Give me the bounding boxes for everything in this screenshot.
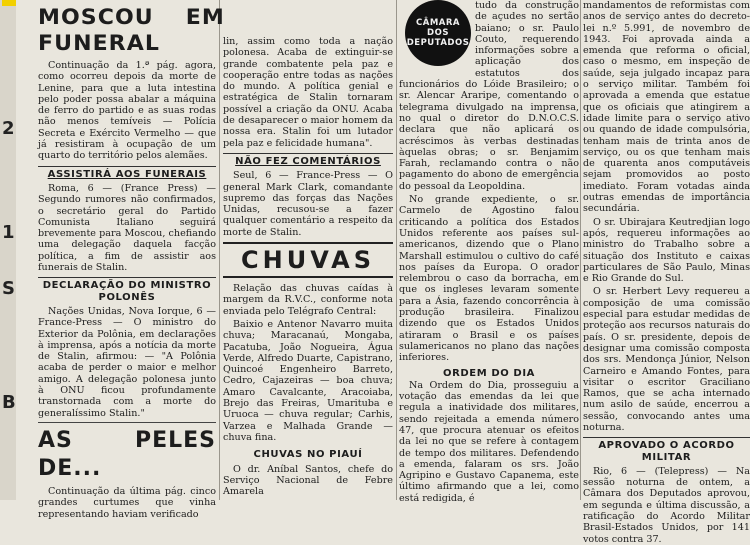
article-text: tudo da construção de açudes no sertão baiano; o sr. Paulo Couto, requerendo informações sobre a aplicação dos estatutos dos funcionários do Lóide Brasileiro; o sr. Alencar Araripe, comentando o telegrama divulgado na imprensa, no qual o diretor do D.N.O.C.S. declara que não aplicará os acréscimos às verbas destinadas àquelas obras; o sr. Benjamim Farah, reclamando contra o não pagamento do abono de emergência do pessoal da Leopoldina.: [399, 0, 579, 192]
article-text: Roma, 6 — (France Press) — Segundo rumores não confirmados, o secretário geral do Partido Comunista Italiano seguirá brevemente para Moscou, chefiando uma delegação daquela facção política, a fim de assistir aos funerais de Stalin.: [38, 182, 216, 274]
article-text: No grande expediente, o sr. Carmelo de Agostino falou criticando a política dos Estados Unidos referente aos países sul-americanos, dizendo que o Plano Marshall estimulou o cultivo do café nos países da Europa. O orador relembrou o caso da borracha, em que os ingleses levaram somente para a Ásia, fazendo concorrência à produção brasileira. Finalizou dizendo que os Estados Unidos atiraram o Brasil e os países sulamericanos no plano das nações inferiores.: [399, 194, 579, 364]
yellow-tab: [2, 0, 16, 6]
edge-mark: 1: [2, 222, 15, 243]
article-text: Baixio e Antenor Navarro muita chuva; Maracanaú, Mongaba, Pacatuba, João Nogueira, Água Verde, Alfredo Duarte, Capistrano, Quincoé Engenheiro Barreto, Cedro, Cajazeiras — boa chuva; Amaro Cavalcante, Aracoiaba, Brejo das Freiras, Umarituba e Uruoca — chuva regular; Carhis, Varzea e Malhada Grande — chuva fina.: [223, 318, 393, 443]
column-4: [583, 0, 750, 545]
edge-mark: 2: [2, 118, 15, 139]
article-text: O sr. Ubirajara Keutredjian logo após, requereu informações ao ministro do Trabalho sobre a situação dos Instituto e caixas particulares de São Paulo, Minas e Rio Grande do Sul.: [583, 216, 750, 285]
left-page-edge: [0, 0, 16, 500]
headline-peles: AS PELES DE...: [38, 427, 216, 481]
article-text: Seul, 6 — France-Press — O general Mark Clark, comandante supremo das forças das Nações Unidas, recusou-se a fazer qualquer comentário a respeito da morte de Stalin.: [223, 170, 393, 238]
camara-seal: CÂMARA DOS DEPUTADOS: [405, 0, 471, 66]
article-text: Relação das chuvas caídas à margem da R.V.C., conforme nota enviada pelo Telégrafo Central:: [223, 283, 393, 317]
headline-moscou: MOSCOU EM FUNERAL: [38, 5, 225, 55]
subhead-comentarios: NÃO FEZ COMENTÁRIOS: [223, 153, 393, 167]
column-3: [399, 0, 579, 504]
divider: [38, 422, 216, 423]
edge-mark: B: [2, 392, 16, 413]
article-text: mandamentos de reformistas com anos de serviço antes do decreto-lei n.º 5.991, de novembro de 1943. Foi aprovada ainda a emenda que reforma o oficial, caso o mesmo, em inspeção de saúde, seja julgado incapaz para o serviço militar. Também foi aprovada a emenda que estatue que os oficiais que atingirem a idade limite para o serviço ativo ou quando de idade compulsória, tenham mais de trinta anos de serviço, ou os que tenham mais de quarenta anos computáveis sejam promovidos ao posto imediato. Foram votadas ainda outras emendas de importância secundária.: [583, 0, 750, 215]
article-text: Continuação da última pág. cinco grandes curtumes que vinha representando haviam verificado: [38, 485, 216, 520]
article-text: Continuação da 1.ª pág. agora, como ocorreu depois da morte de Lenine, para que a luta intestina pelo poder possa abalar a máquina de ferro do partido e as suas rodas não menos temíveis — Polícia Secreta e Exército Vermelho — que já resistiram à ocupação de um quarto do território pelos alemães.: [38, 60, 216, 162]
article-text: O sr. Herbert Levy requereu a composição de uma comissão especial para estudar medidas de proteção aos recursos naturais do país. O sr. presidente, depois de designar uma comissão composta dos srs. Mendonça Júnior, Nelson Carneiro e Amando Fontes, para visitar o escritor Graciliano Ramos, que se acha internado num asilo de saúde, encerrou a sessão, convocando antes uma noturna.: [583, 286, 750, 433]
column-2: [223, 36, 393, 500]
article-text: Nações Unidas, Nova Iorque, 6 — France-Press — O ministro do Exterior da Polônia, em declarações à imprensa, após a notícia da morte de Stalin, afirmou: — "A Polônia acaba de perder o maior e melhor amigo. A delegação polonesa junto à ONU ficou profundamente transtornada com a morte do generalíssimo Stalin.": [38, 305, 216, 419]
subhead-piaui: CHUVAS NO PIAUÍ: [253, 449, 363, 461]
article-text: Na Ordem do Dia, prosseguiu a votação das emendas da lei que regula a inatividade dos militares, sendo rejeitada a emenda número 47, que procura atenuar os efeitos da lei no que se refere à contagem de tempo dos militares. Defendendo a emenda, falaram os srs. João Agripino e Gustavo Capanema, este último afirmando que a lei, como está redigida, é: [399, 379, 579, 504]
article-text: lin, assim como toda a nação polonesa. Acaba de extinguir-se grande combatente pela paz e cooperação entre todas as nações do mundo. A política genial e estratégica de Stalin tornaram possível a criação da ONU. Acaba de desaparecer o maior homem da nossa era. Stalin foi um lutador pela paz e felicidade humana".: [223, 36, 393, 149]
subhead-ministro: DECLARAÇÃO DO MINISTRO POLONÊS: [38, 277, 216, 303]
subhead-funerais: ASSISTIRÁ AOS FUNERAIS: [38, 166, 216, 180]
subhead-ordem: ORDEM DO DIA: [442, 367, 535, 379]
edge-mark: S: [2, 278, 15, 299]
column-1: [38, 0, 225, 520]
column-rule: [396, 0, 397, 500]
article-text: Rio, 6 — (Telepress) — Na sessão noturna de ontem, a Câmara dos Deputados aprovou, em segunda e última discussão, a ratificação do Acordo Militar Brasil-Estados Unidos, por 141 votos contra 37.: [583, 465, 750, 545]
column-rule: [219, 0, 220, 500]
headline-chuvas: CHUVAS: [223, 242, 393, 278]
article-text: O dr. Aníbal Santos, chefe do Serviço Nacional de Febre Amarela: [223, 463, 393, 498]
column-rule: [580, 0, 581, 500]
subhead-acordo: APROVADO O ACORDO MILITAR: [583, 437, 750, 463]
